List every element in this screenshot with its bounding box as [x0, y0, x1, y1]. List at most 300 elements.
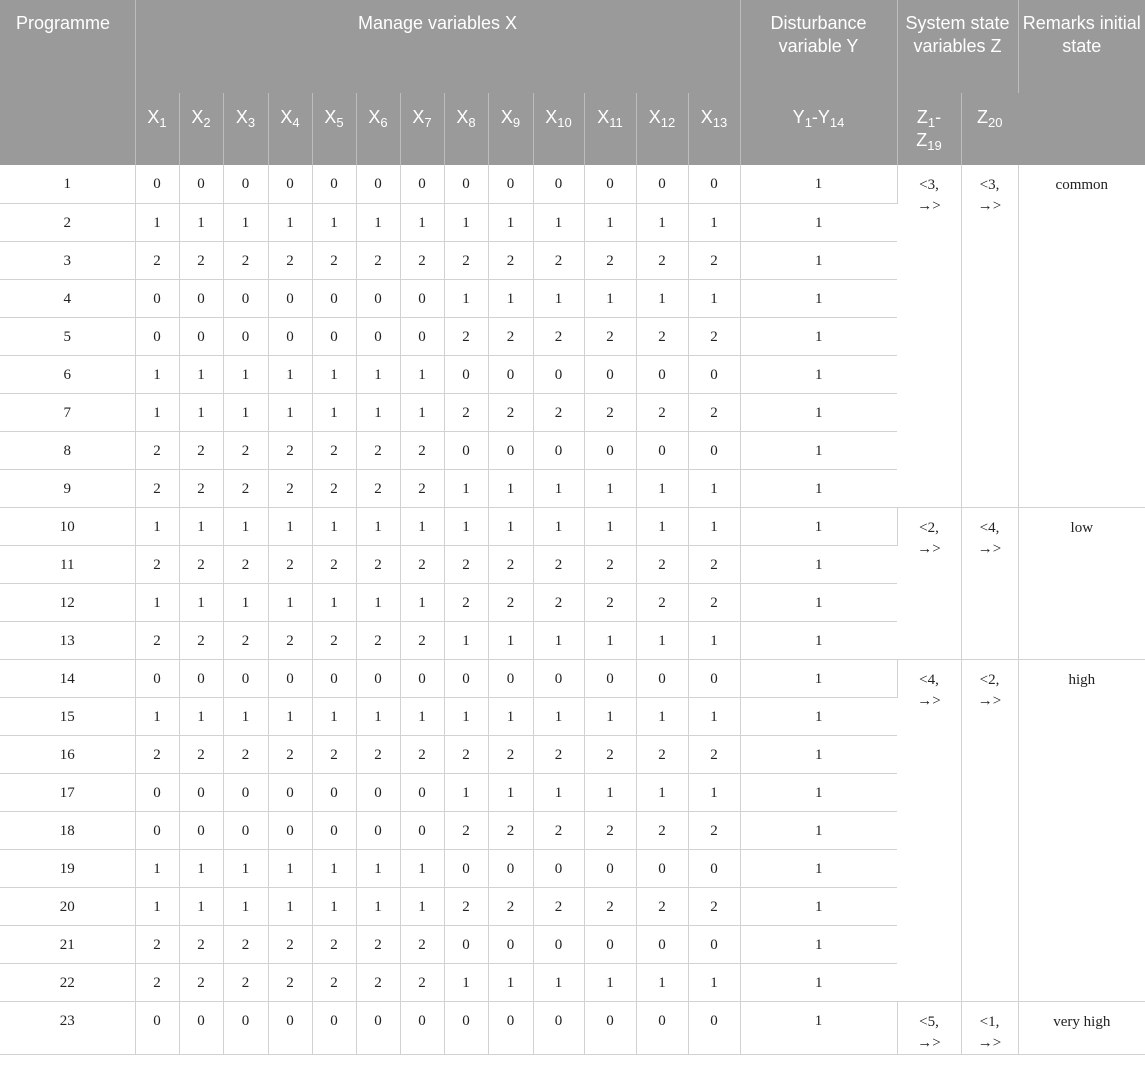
x2-value: 1: [179, 697, 223, 735]
x13-value: 1: [688, 469, 740, 507]
x2-value: 0: [179, 279, 223, 317]
x11-value: 0: [584, 355, 636, 393]
x13-value: 2: [688, 241, 740, 279]
x12-value: 0: [636, 355, 688, 393]
x1-value: 2: [135, 431, 179, 469]
x5-value: 2: [312, 469, 356, 507]
x3-value: 1: [223, 697, 268, 735]
x11-value: 1: [584, 279, 636, 317]
x6-value: 1: [356, 355, 400, 393]
x12-value: 1: [636, 469, 688, 507]
x1-value: 2: [135, 241, 179, 279]
header-x5: $X_5$: [312, 93, 356, 165]
x1-value: 0: [135, 1001, 179, 1054]
x2-value: 0: [179, 659, 223, 697]
x6-value: 2: [356, 735, 400, 773]
x2-value: 0: [179, 811, 223, 849]
x9-value: 2: [488, 241, 533, 279]
x10-value: 1: [533, 773, 584, 811]
x9-value: 2: [488, 583, 533, 621]
x9-value: 1: [488, 279, 533, 317]
z1-z19-value: <2, →>: [897, 507, 961, 659]
x9-value: 0: [488, 355, 533, 393]
x3-value: 2: [223, 469, 268, 507]
x11-value: 1: [584, 469, 636, 507]
x5-value: 0: [312, 317, 356, 355]
x4-value: 0: [268, 317, 312, 355]
x1-value: 1: [135, 887, 179, 925]
x11-value: 0: [584, 431, 636, 469]
x2-value: 1: [179, 583, 223, 621]
x3-value: 2: [223, 431, 268, 469]
x7-value: 2: [400, 545, 444, 583]
x11-value: 1: [584, 963, 636, 1001]
programme-number: 2: [0, 203, 135, 241]
y-value: 1: [740, 203, 897, 241]
x12-value: 0: [636, 659, 688, 697]
x7-value: 2: [400, 431, 444, 469]
x5-value: 2: [312, 925, 356, 963]
x10-value: 2: [533, 887, 584, 925]
x10-value: 0: [533, 431, 584, 469]
x9-value: 1: [488, 963, 533, 1001]
x6-value: 0: [356, 1001, 400, 1054]
x1-value: 2: [135, 735, 179, 773]
x8-value: 0: [444, 849, 488, 887]
x5-value: 1: [312, 355, 356, 393]
x2-value: 1: [179, 507, 223, 545]
table-row: [0, 659, 1145, 697]
x7-value: 0: [400, 1001, 444, 1054]
x2-value: 2: [179, 469, 223, 507]
x12-value: 2: [636, 583, 688, 621]
x7-value: 1: [400, 697, 444, 735]
y-value: 1: [740, 507, 897, 545]
header-y-range: $Y_1-Y_{14}$: [740, 93, 897, 165]
x11-value: 1: [584, 203, 636, 241]
programme-number: 13: [0, 621, 135, 659]
header-x9: $X_9$: [488, 93, 533, 165]
x11-value: 0: [584, 925, 636, 963]
x13-value: 0: [688, 849, 740, 887]
x3-value: 1: [223, 203, 268, 241]
x4-value: 2: [268, 469, 312, 507]
y-value: 1: [740, 545, 897, 583]
x7-value: 0: [400, 659, 444, 697]
x10-value: 1: [533, 507, 584, 545]
x8-value: 2: [444, 735, 488, 773]
x11-value: 2: [584, 887, 636, 925]
x9-value: 0: [488, 165, 533, 203]
x8-value: 2: [444, 887, 488, 925]
x9-value: 0: [488, 659, 533, 697]
x10-value: 1: [533, 279, 584, 317]
x3-value: 0: [223, 165, 268, 203]
x5-value: 2: [312, 963, 356, 1001]
x13-value: 2: [688, 735, 740, 773]
z20-value: <1, →>: [961, 1001, 1018, 1054]
x6-value: 0: [356, 165, 400, 203]
x4-value: 0: [268, 165, 312, 203]
x12-value: 2: [636, 811, 688, 849]
header-x11: $X_{11}$: [584, 93, 636, 165]
x10-value: 2: [533, 241, 584, 279]
x4-value: 0: [268, 773, 312, 811]
x6-value: 1: [356, 507, 400, 545]
y-value: 1: [740, 279, 897, 317]
x4-value: 1: [268, 355, 312, 393]
x13-value: 0: [688, 431, 740, 469]
x7-value: 1: [400, 203, 444, 241]
x9-value: 1: [488, 507, 533, 545]
x5-value: 2: [312, 621, 356, 659]
header-disturbance-variable: Disturbance variable Y: [740, 0, 897, 93]
x1-value: 1: [135, 697, 179, 735]
x12-value: 1: [636, 697, 688, 735]
programme-number: 5: [0, 317, 135, 355]
x4-value: 2: [268, 545, 312, 583]
x11-value: 1: [584, 621, 636, 659]
x9-value: 1: [488, 203, 533, 241]
x6-value: 0: [356, 317, 400, 355]
y-value: 1: [740, 659, 897, 697]
x11-value: 0: [584, 849, 636, 887]
header-system-state-variables: System state variables Z: [897, 0, 1018, 93]
x7-value: 1: [400, 849, 444, 887]
x8-value: 1: [444, 203, 488, 241]
x3-value: 2: [223, 735, 268, 773]
x8-value: 0: [444, 355, 488, 393]
x9-value: 2: [488, 545, 533, 583]
x12-value: 1: [636, 279, 688, 317]
x13-value: 1: [688, 697, 740, 735]
x13-value: 0: [688, 355, 740, 393]
z20-value: <4, →>: [961, 507, 1018, 659]
x5-value: 1: [312, 583, 356, 621]
x8-value: 0: [444, 925, 488, 963]
x13-value: 2: [688, 811, 740, 849]
x1-value: 2: [135, 963, 179, 1001]
x10-value: 0: [533, 1001, 584, 1054]
x4-value: 1: [268, 393, 312, 431]
x12-value: 0: [636, 165, 688, 203]
x5-value: 0: [312, 773, 356, 811]
x10-value: 1: [533, 621, 584, 659]
x3-value: 0: [223, 773, 268, 811]
x12-value: 2: [636, 241, 688, 279]
x10-value: 0: [533, 165, 584, 203]
x13-value: 2: [688, 545, 740, 583]
x10-value: 2: [533, 393, 584, 431]
x4-value: 0: [268, 279, 312, 317]
programme-number: 11: [0, 545, 135, 583]
x10-value: 1: [533, 469, 584, 507]
x9-value: 0: [488, 849, 533, 887]
z20-value: <2, →>: [961, 659, 1018, 1001]
x1-value: 0: [135, 165, 179, 203]
x9-value: 2: [488, 735, 533, 773]
x10-value: 0: [533, 925, 584, 963]
x12-value: 0: [636, 431, 688, 469]
x5-value: 0: [312, 1001, 356, 1054]
x13-value: 1: [688, 621, 740, 659]
programme-number: 6: [0, 355, 135, 393]
x10-value: 2: [533, 545, 584, 583]
x7-value: 2: [400, 621, 444, 659]
x1-value: 0: [135, 659, 179, 697]
z1-z19-value: <3, →>: [897, 165, 961, 507]
x9-value: 0: [488, 925, 533, 963]
x11-value: 2: [584, 241, 636, 279]
x5-value: 1: [312, 849, 356, 887]
header-programme: Programme: [0, 0, 135, 165]
header-remarks: Remarks initial state: [1018, 0, 1145, 165]
x9-value: 1: [488, 469, 533, 507]
x5-value: 0: [312, 811, 356, 849]
x9-value: 2: [488, 393, 533, 431]
x9-value: 0: [488, 431, 533, 469]
x7-value: 2: [400, 469, 444, 507]
table-body: [0, 165, 1145, 1054]
x7-value: 1: [400, 393, 444, 431]
x7-value: 0: [400, 279, 444, 317]
x4-value: 2: [268, 431, 312, 469]
x8-value: 1: [444, 279, 488, 317]
x5-value: 1: [312, 887, 356, 925]
x8-value: 2: [444, 393, 488, 431]
programme-number: 7: [0, 393, 135, 431]
x4-value: 2: [268, 925, 312, 963]
x13-value: 2: [688, 583, 740, 621]
x12-value: 1: [636, 621, 688, 659]
y-value: 1: [740, 735, 897, 773]
x12-value: 1: [636, 203, 688, 241]
x8-value: 2: [444, 583, 488, 621]
programme-number: 21: [0, 925, 135, 963]
x6-value: 0: [356, 279, 400, 317]
x2-value: 1: [179, 849, 223, 887]
x1-value: 1: [135, 393, 179, 431]
x12-value: 0: [636, 1001, 688, 1054]
y-value: 1: [740, 963, 897, 1001]
y-value: 1: [740, 355, 897, 393]
x1-value: 0: [135, 279, 179, 317]
x6-value: 1: [356, 203, 400, 241]
x7-value: 2: [400, 925, 444, 963]
x8-value: 1: [444, 621, 488, 659]
x11-value: 2: [584, 393, 636, 431]
x4-value: 0: [268, 811, 312, 849]
programme-number: 17: [0, 773, 135, 811]
x8-value: 2: [444, 241, 488, 279]
header-x1: $X_1$: [135, 93, 179, 165]
x8-value: 0: [444, 431, 488, 469]
x10-value: 2: [533, 583, 584, 621]
y-value: 1: [740, 469, 897, 507]
x8-value: 1: [444, 963, 488, 1001]
x7-value: 0: [400, 811, 444, 849]
y-value: 1: [740, 849, 897, 887]
x12-value: 0: [636, 849, 688, 887]
header-z20: $Z_{20}$: [961, 93, 1018, 165]
x4-value: 0: [268, 659, 312, 697]
x4-value: 2: [268, 963, 312, 1001]
remark-initial-state: high: [1018, 659, 1145, 1001]
x4-value: 2: [268, 241, 312, 279]
header-x6: $X_6$: [356, 93, 400, 165]
x7-value: 1: [400, 583, 444, 621]
programme-number: 8: [0, 431, 135, 469]
header-x2: $X_2$: [179, 93, 223, 165]
x13-value: 1: [688, 279, 740, 317]
x2-value: 1: [179, 887, 223, 925]
x4-value: 0: [268, 1001, 312, 1054]
x6-value: 0: [356, 659, 400, 697]
header-x4: $X_4$: [268, 93, 312, 165]
x7-value: 0: [400, 773, 444, 811]
y-value: 1: [740, 317, 897, 355]
x1-value: 2: [135, 469, 179, 507]
remark-initial-state: very high: [1018, 1001, 1145, 1054]
x2-value: 0: [179, 1001, 223, 1054]
x2-value: 1: [179, 355, 223, 393]
y-value: 1: [740, 925, 897, 963]
x13-value: 1: [688, 773, 740, 811]
table-row: [0, 165, 1145, 203]
x13-value: 0: [688, 659, 740, 697]
x9-value: 1: [488, 773, 533, 811]
x6-value: 2: [356, 925, 400, 963]
x5-value: 2: [312, 545, 356, 583]
x6-value: 1: [356, 849, 400, 887]
x11-value: 1: [584, 773, 636, 811]
x4-value: 1: [268, 887, 312, 925]
x9-value: 1: [488, 697, 533, 735]
x1-value: 1: [135, 203, 179, 241]
x5-value: 2: [312, 241, 356, 279]
y-value: 1: [740, 393, 897, 431]
x10-value: 2: [533, 811, 584, 849]
x8-value: 1: [444, 697, 488, 735]
programme-number: 3: [0, 241, 135, 279]
x12-value: 1: [636, 507, 688, 545]
x1-value: 2: [135, 545, 179, 583]
x1-value: 1: [135, 507, 179, 545]
x1-value: 2: [135, 925, 179, 963]
x5-value: 2: [312, 431, 356, 469]
programme-number: 16: [0, 735, 135, 773]
x3-value: 1: [223, 507, 268, 545]
x5-value: 0: [312, 165, 356, 203]
programme-number: 20: [0, 887, 135, 925]
x2-value: 2: [179, 545, 223, 583]
x3-value: 0: [223, 317, 268, 355]
x13-value: 2: [688, 317, 740, 355]
x2-value: 1: [179, 203, 223, 241]
x8-value: 0: [444, 1001, 488, 1054]
x5-value: 1: [312, 393, 356, 431]
header-x12: $X_{12}$: [636, 93, 688, 165]
programme-number: 12: [0, 583, 135, 621]
x12-value: 2: [636, 393, 688, 431]
x6-value: 1: [356, 697, 400, 735]
y-value: 1: [740, 1001, 897, 1054]
x9-value: 2: [488, 887, 533, 925]
y-value: 1: [740, 583, 897, 621]
y-value: 1: [740, 241, 897, 279]
x11-value: 2: [584, 811, 636, 849]
x8-value: 1: [444, 773, 488, 811]
x10-value: 2: [533, 317, 584, 355]
x13-value: 0: [688, 925, 740, 963]
programme-number: 23: [0, 1001, 135, 1054]
x7-value: 1: [400, 507, 444, 545]
table-row: [0, 507, 1145, 545]
x5-value: 0: [312, 279, 356, 317]
table-row: [0, 1001, 1145, 1054]
remark-initial-state: low: [1018, 507, 1145, 659]
x12-value: 2: [636, 887, 688, 925]
z1-z19-value: <5, →>: [897, 1001, 961, 1054]
x10-value: 2: [533, 735, 584, 773]
x8-value: 1: [444, 507, 488, 545]
x9-value: 2: [488, 317, 533, 355]
x10-value: 0: [533, 849, 584, 887]
x2-value: 0: [179, 317, 223, 355]
y-value: 1: [740, 165, 897, 203]
x12-value: 0: [636, 925, 688, 963]
header-x3: $X_3$: [223, 93, 268, 165]
x6-value: 0: [356, 773, 400, 811]
x3-value: 1: [223, 583, 268, 621]
x11-value: 0: [584, 1001, 636, 1054]
x6-value: 2: [356, 963, 400, 1001]
x6-value: 2: [356, 241, 400, 279]
x5-value: 1: [312, 697, 356, 735]
x6-value: 1: [356, 583, 400, 621]
x6-value: 2: [356, 469, 400, 507]
x4-value: 1: [268, 849, 312, 887]
x11-value: 2: [584, 583, 636, 621]
y-value: 1: [740, 621, 897, 659]
x13-value: 1: [688, 203, 740, 241]
x3-value: 1: [223, 355, 268, 393]
x7-value: 2: [400, 241, 444, 279]
x1-value: 0: [135, 811, 179, 849]
x6-value: 1: [356, 887, 400, 925]
x3-value: 1: [223, 887, 268, 925]
x3-value: 2: [223, 545, 268, 583]
x13-value: 1: [688, 507, 740, 545]
programme-number: 4: [0, 279, 135, 317]
x12-value: 2: [636, 545, 688, 583]
x5-value: 1: [312, 203, 356, 241]
x11-value: 2: [584, 545, 636, 583]
x1-value: 1: [135, 849, 179, 887]
programme-number: 1: [0, 165, 135, 203]
header-x13: $X_{13}$: [688, 93, 740, 165]
x13-value: 0: [688, 1001, 740, 1054]
x2-value: 2: [179, 241, 223, 279]
x7-value: 1: [400, 355, 444, 393]
x10-value: 0: [533, 355, 584, 393]
x2-value: 2: [179, 431, 223, 469]
programme-number: 10: [0, 507, 135, 545]
x3-value: 1: [223, 849, 268, 887]
x2-value: 2: [179, 963, 223, 1001]
x3-value: 2: [223, 963, 268, 1001]
x6-value: 2: [356, 545, 400, 583]
